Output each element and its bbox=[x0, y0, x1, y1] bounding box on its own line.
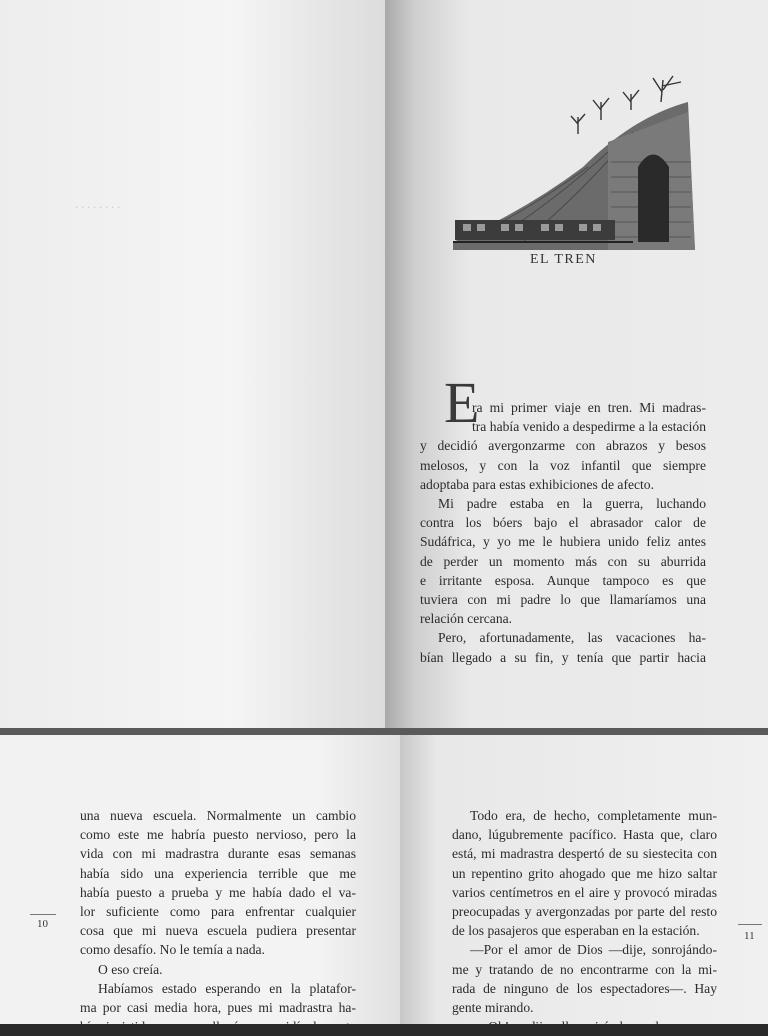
text-line: bía insistido en que llegáramos ridículamente bbox=[80, 1019, 356, 1035]
text-line: preocupadas y avergonzadas por parte del resto bbox=[452, 904, 717, 920]
text-line: me y tratando de no encontrarme con la mi- bbox=[452, 961, 717, 977]
text-line: bían llegado a su fin, y tenía que partir hacia bbox=[420, 649, 706, 665]
page-number-rule bbox=[738, 924, 762, 925]
text-line: está, mi madrastra despertó de su siestecita con bbox=[452, 846, 717, 862]
page-number-rule bbox=[30, 914, 56, 915]
text-line: Todo era, de hecho, completamente mun- bbox=[470, 808, 717, 823]
chapter-opening-text bbox=[420, 398, 706, 667]
text-line: Sudáfrica, y yo me le hubiera unido feliz antes bbox=[420, 534, 706, 550]
text-line: rada de ninguno de los espectadores—. Hay bbox=[452, 980, 717, 996]
top-left-page bbox=[0, 0, 385, 730]
text-line: lor suficiente como para enfrentar cualquier bbox=[80, 904, 356, 920]
text-line: —Por el amor de Dios —dije, sonrojándo- bbox=[470, 942, 717, 958]
text-line: tra había venido a despedirme a la estación bbox=[472, 419, 706, 435]
text-line: adoptaba para estas exhibiciones de afecto. bbox=[420, 476, 655, 492]
page-11-text bbox=[452, 806, 717, 1036]
text-line: gente mirando. bbox=[452, 1000, 534, 1016]
bleed-through-text: · · · · · · · · bbox=[75, 200, 120, 214]
text-line: tuviera con mi padre lo que llamaríamos una bbox=[420, 592, 706, 608]
text-line: dano, lúgubremente pacífico. Hasta que, claro bbox=[452, 827, 717, 843]
text-line: como desafío. No le temía a nada. bbox=[80, 942, 265, 958]
text-line: y decidió avergonzarme con abrazos y besos bbox=[420, 438, 706, 454]
text-line: una nueva escuela. Normalmente un cambio bbox=[80, 808, 356, 823]
tunnel-train-illustration bbox=[433, 72, 695, 250]
text-line: como este me habría puesto nervioso, pero la bbox=[80, 827, 356, 843]
text-line: de los pasajeros que esperaban en la estación. bbox=[452, 923, 700, 939]
text-line: O eso creía. bbox=[98, 961, 163, 977]
text-line: e irritante esposa. Aunque tampoco es que bbox=[420, 572, 706, 588]
chapter-title: EL TREN bbox=[530, 252, 597, 267]
text-line: melosos, y con la voz infantil que siempre bbox=[420, 457, 706, 473]
page-number-left: 10 bbox=[37, 918, 48, 930]
text-line: vida con mi madrastra durante esas semanas bbox=[80, 846, 356, 862]
text-line: Mi padre estaba en la guerra, luchando bbox=[438, 496, 706, 512]
page-number-right: 11 bbox=[744, 930, 755, 942]
text-line: Pero, afortunadamente, las vacaciones ha- bbox=[438, 630, 706, 646]
text-line: relación cercana. bbox=[420, 611, 513, 627]
text-line: ma por casi media hora, pues mi madrastra ha- bbox=[80, 1000, 356, 1016]
text-line: había sido una experiencia terrible que me bbox=[80, 865, 356, 881]
text-line: un repentino grito ahogado que me hizo saltar bbox=[452, 865, 717, 881]
text-line: varios centímetros en el aire y provocó miradas bbox=[452, 884, 717, 900]
page-10-text bbox=[80, 806, 356, 1036]
text-line: había puesto a prueba y me había dado el va- bbox=[80, 884, 356, 900]
text-line: contra los bóers bajo el abrasador calor de bbox=[420, 515, 706, 531]
text-line: ra mi primer viaje en tren. Mi madras- bbox=[472, 400, 706, 415]
text-line: —¡Oh! —dijo ella, mirándome de una ma- bbox=[470, 1019, 717, 1035]
text-line: Habíamos estado esperando en la platafor- bbox=[98, 980, 356, 996]
text-line: cosa que mi nueva escuela pudiera presentar bbox=[80, 923, 356, 939]
drop-cap: E bbox=[444, 370, 480, 435]
text-line: de perder un momento más con su aburrida bbox=[420, 553, 706, 569]
